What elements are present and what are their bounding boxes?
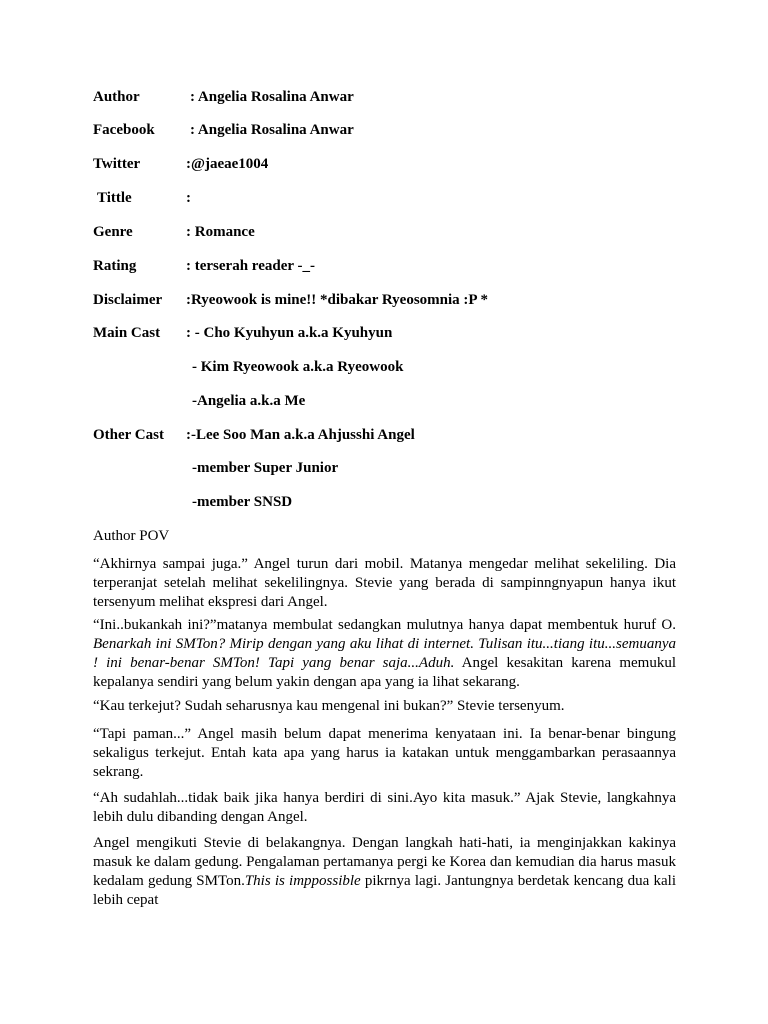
meta-main-cast-label: Main Cast (93, 325, 161, 341)
meta-twitter-label: Twitter (93, 156, 141, 172)
other-cast-line-3: -member SNSD (192, 494, 293, 510)
meta-disclaimer-value: :Ryeowook is mine!! *dibakar Ryeosomnia :P * (186, 292, 489, 308)
paragraph-6-italic: This is imppossible (244, 873, 361, 889)
meta-facebook-value: : Angelia Rosalina Anwar (190, 122, 354, 138)
meta-twitter-value: :@jaeae1004 (186, 156, 269, 172)
meta-other-cast-label: Other Cast (93, 427, 164, 443)
main-cast-line-2: - Kim Ryeowook a.k.a Ryeowook (192, 359, 404, 375)
meta-main-cast-value: : - Cho Kyuhyun a.k.a Kyuhyun (186, 325, 393, 341)
paragraph-2-text-b: Angel kesakitan karena memukul kepalanya sendiri yang belum yakin dengan apa yang ia lihat sekarang. (93, 655, 676, 690)
paragraph-2 (93, 616, 676, 692)
other-cast-line-2: -member Super Junior (192, 460, 339, 476)
paragraph-6 (93, 834, 676, 910)
paragraph-6-text-b: pikrnya lagi. Jantungnya berdetak kencang dua kali lebih cepat (93, 873, 676, 908)
main-cast-line-3: -Angelia a.k.a Me (192, 393, 306, 409)
paragraph-4: “Tapi paman...” Angel masih belum dapat menerima kenyataan ini. Ia benar-benar bingung sekaligus terkejut. Entah kata apa yang harus ia katakan untuk menggambarkan perasaannya sekrang. (93, 726, 676, 780)
meta-rating-value: : terserah reader -_- (186, 258, 315, 274)
paragraph-5: “Ah sudahlah...tidak baik jika hanya berdiri di sini.Ayo kita masuk.” Ajak Stevie, langkahnya lebih dulu dibanding dengan Angel. (93, 790, 676, 825)
meta-disclaimer-label: Disclaimer (93, 292, 163, 308)
section-heading: Author POV (93, 528, 170, 544)
paragraph-6-text-a: Angel mengikuti Stevie di belakangnya. Dengan langkah hati-hati, ia menginjakkan kakinya masuk ke dalam gedung. Pengalaman pertamanya pergi ke Korea dan kemudian dia harus masuk kedalam gedung SMTon. (93, 835, 676, 889)
meta-genre-value: : Romance (186, 224, 255, 240)
meta-rating-label: Rating (93, 258, 137, 274)
paragraph-1: “Akhirnya sampai juga.” Angel turun dari mobil. Matanya mengedar melihat sekeliling. Dia terperanjat setelah melihat sekelilingnya. Stevie yang berada di sampinngnyapun hanya ikut tersenyum melihat ekspresi dari Angel. (93, 556, 676, 610)
paragraph-3: “Kau terkejut? Sudah seharusnya kau mengenal ini bukan?” Stevie tersenyum. (93, 698, 565, 714)
meta-author-value: : Angelia Rosalina Anwar (190, 89, 354, 105)
paragraph-2-text-a: “Ini..bukankah ini?”matanya membulat sedangkan mulutnya hanya dapat membentuk huruf O. (93, 617, 676, 633)
meta-author-label: Author (93, 89, 140, 105)
paragraph-2-italic: Benarkah ini SMTon? Mirip dengan yang aku lihat di internet. Tulisan itu...tiang itu...semuanya ! ini benar-benar SMTon! Tapi yang benar saja...Aduh. (93, 636, 676, 671)
meta-other-cast-value: :-Lee Soo Man a.k.a Ahjusshi Angel (186, 427, 415, 443)
meta-tittle-value: : (186, 190, 191, 206)
meta-facebook-label: Facebook (93, 122, 155, 138)
meta-genre-label: Genre (93, 224, 133, 240)
meta-tittle-label: Tittle (97, 190, 132, 206)
